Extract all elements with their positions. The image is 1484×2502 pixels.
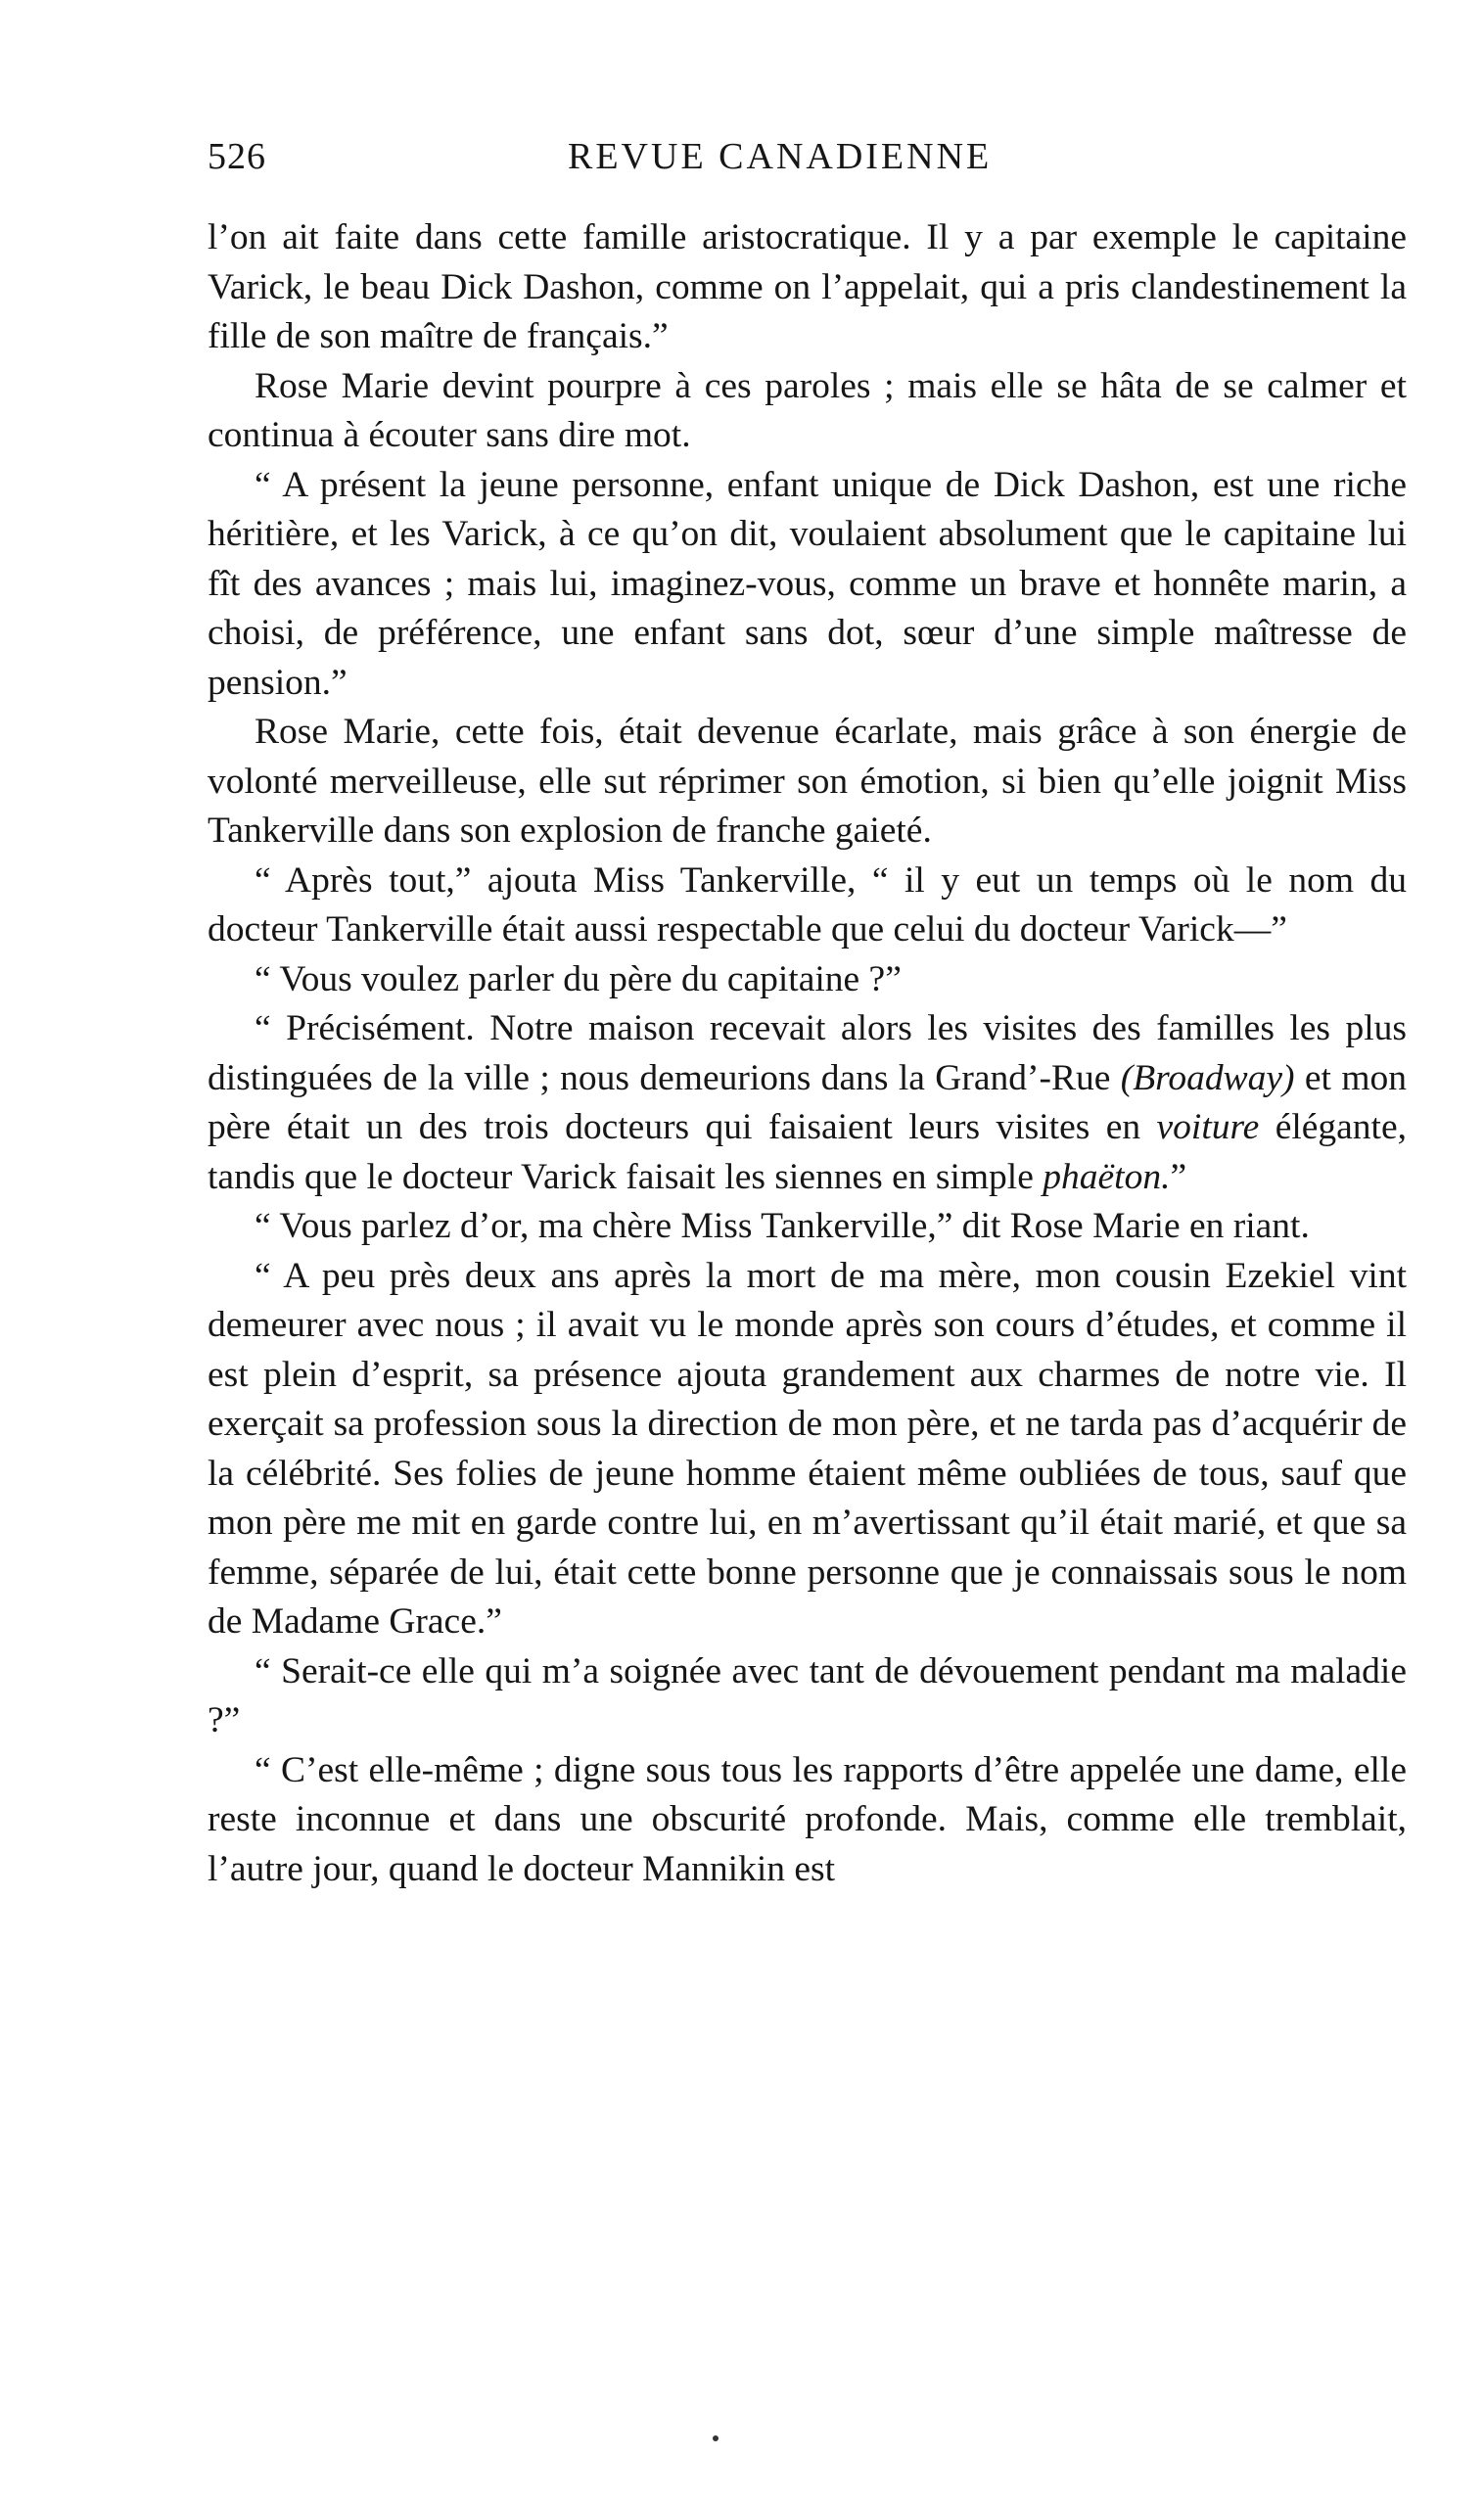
paragraph-11: “ C’est elle-même ; digne sous tous les rapports d’être appelée une dame, elle reste inconnue et dans une obscurité profonde. Mais, comme elle tremblait, l’autre jour, quand le docteur Mannikin est [208, 1749, 1407, 1889]
paragraph-8: “ Vous parlez d’or, ma chère Miss Tankerville,” dit Rose Marie en riant. [255, 1206, 1310, 1246]
paragraph-5: “ Après tout,” ajouta Miss Tankerville, “ il y eut un temps où le nom du docteur Tankerville était aussi respectable que celui du docteur Varick—” [208, 859, 1407, 950]
paragraph-4: Rose Marie, cette fois, était devenue écarlate, mais grâce à son énergie de volonté merveilleuse, elle sut réprimer son émotion, si bien qu’elle joignit Miss Tankerville dans son explosion de franche gaieté. [208, 712, 1407, 851]
scan-speck [713, 2435, 719, 2441]
paragraph-7-text-c: élégante, tandis que le docteur Varick faisait les siennes en simple [208, 1107, 1407, 1197]
paragraph-10: “ Serait-ce elle qui m’a soignée avec tant de dévouement pendant ma maladie ?” [208, 1650, 1407, 1740]
paragraph-2: Rose Marie devint pourpre à ces paroles ; mais elle se hâta de se calmer et continua à écouter sans dire mot. [208, 365, 1407, 455]
paragraph-7-text-b: et mon père était un des trois docteurs qui faisaient leurs visites en [208, 1057, 1407, 1147]
paragraph-7 [208, 1004, 1407, 1202]
journal-title: REVUE CANADIENNE [568, 136, 993, 177]
phaeton-italic: phaëton. [1043, 1156, 1171, 1197]
paragraph-1: l’on ait faite dans cette famille aristocratique. Il y a par exemple le capitaine Varick, le beau Dick Dashon, comme on l’appelait, qui a pris clandestinement la fille de son maître de français.” [208, 217, 1407, 356]
voiture-italic: voiture [1156, 1107, 1260, 1147]
paragraph-7-text-d: ” [1170, 1156, 1187, 1197]
paragraph-9: “ A peu près deux ans après la mort de ma mère, mon cousin Ezekiel vint demeurer avec nous ; il avait vu le monde après son cours d’études, et comme il est plein d’esprit, sa présence ajouta grandement aux charmes de notre vie. Il exerçait sa profession sous la direction de mon père, et ne tarda pas d’acquérir de la célébrité. Ses folies de jeune homme étaient même oubliées de tous, sauf que mon père me mit en garde contre lui, en m’avertissant qu’il était marié, et que sa femme, séparée de lui, était cette bonne personne que je connaissais sous le nom de Madame Grace.” [208, 1255, 1407, 1642]
paragraph-3: “ A présent la jeune personne, enfant unique de Dick Dashon, est une riche héritière, et les Varick, à ce qu’on dit, voulaient absolument que le capitaine lui fît des avances ; mais lui, imaginez-vous, comme un brave et honnête marin, a choisi, de préférence, une enfant sans dot, sœur d’une simple maîtresse de pension.” [208, 464, 1407, 703]
running-head [208, 135, 1412, 190]
body-text [208, 213, 1407, 1894]
paragraph-7-text-a: “ Précisément. Notre maison recevait alors les visites des familles les plus distinguées de la ville ; nous demeurions dans la Grand’-Rue [208, 1008, 1407, 1098]
page-number: 526 [208, 136, 266, 177]
broadway-italic: (Broadway) [1120, 1057, 1295, 1098]
paragraph-6: “ Vous voulez parler du père du capitaine ?” [255, 958, 902, 999]
